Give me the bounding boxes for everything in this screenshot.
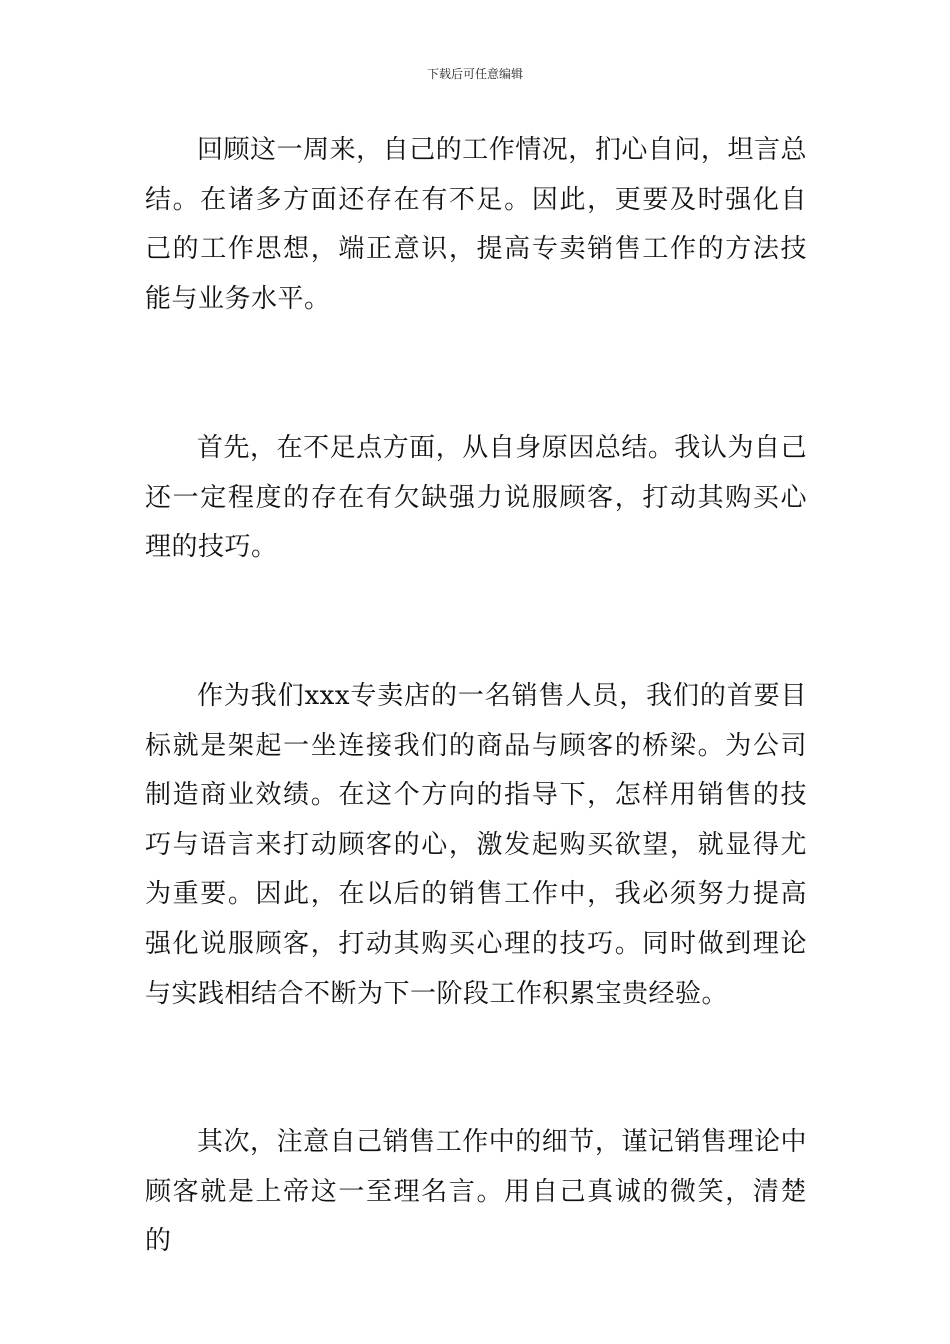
paragraph-review: 回顾这一周来，自己的工作情况，扪心自问，坦言总结。在诸多方面还存在有不足。因此，更要及时强化自己的工作思想，端正意识，提高专卖销售工作的方法技能与业务水平。 <box>145 135 807 314</box>
paragraph-sales-goal: 作为我们xxx专卖店的一名销售人员，我们的首要目标就是架起一坐连接我们的商品与顾客的桥梁。为公司制造商业效绩。在这个方向的指导下，怎样用销售的技巧与语言来打动顾客的心，激发起购买欲望，就显得尤为重要。因此，在以后的销售工作中，我必须努力提高强化说服顾客，打动其购买心理的技巧。同时做到理论与实践相结合不断为下一阶段工作积累宝贵经验。 <box>145 681 807 1009</box>
paragraph-details: 其次，注意自己销售工作中的细节，谨记销售理论中顾客就是上帝这一至理名言。用自己真诚的微笑，清楚的 <box>145 1127 807 1257</box>
page-header-note: 下载后可任意编辑 <box>426 67 523 81</box>
paragraph-shortcomings: 首先，在不足点方面，从自身原因总结。我认为自己还一定程度的存在有欠缺强力说服顾客，打动其购买心理的技巧。 <box>145 433 807 563</box>
